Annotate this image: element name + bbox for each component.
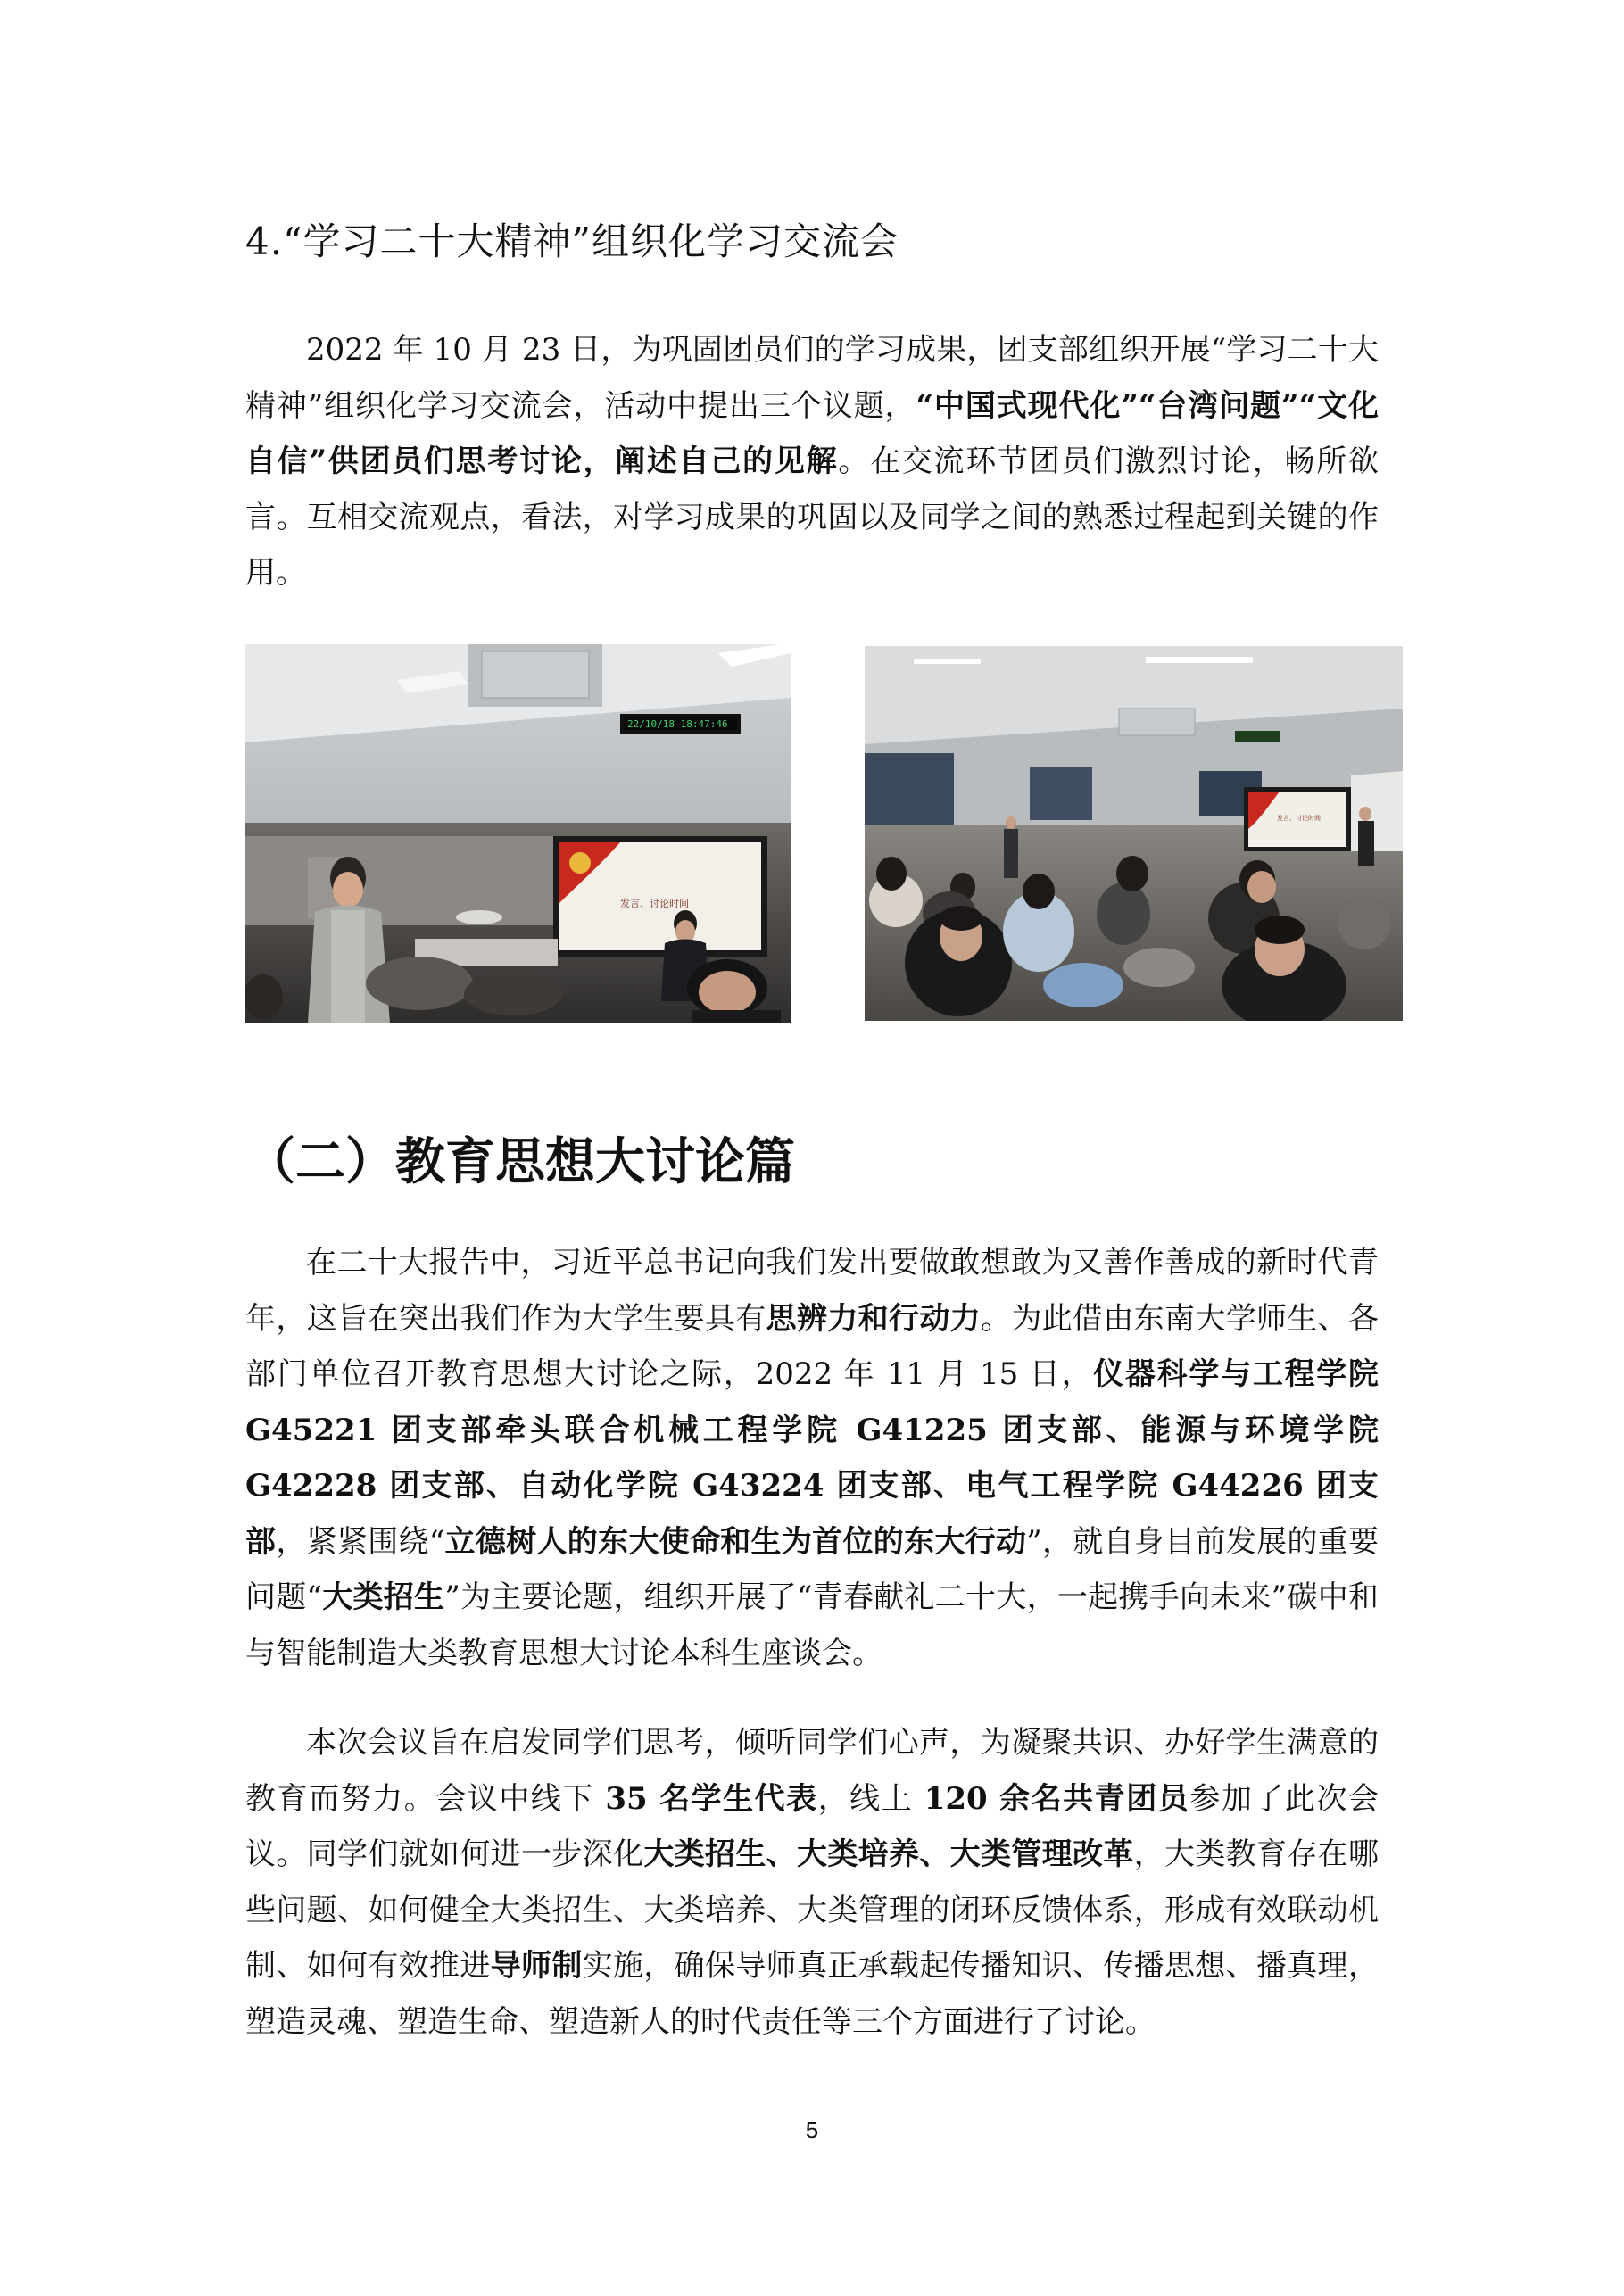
section-heading: 4.“学习二十大精神”组织化学习交流会	[245, 220, 899, 263]
clock-display: 22/10/18 18:47:46	[627, 718, 728, 730]
photo-classroom-audience	[865, 646, 1403, 1021]
bold-run: 思辨力和行动力	[766, 1300, 982, 1337]
bold-run: 35 名学生代表	[605, 1780, 818, 1817]
text-run: 。在交流环节团员们激烈讨论，畅所欲言。互相交流观点，看法，对学习成果的巩固以及同学之间的熟悉过程起到关键的作用。	[245, 443, 1380, 591]
paragraph-study-meeting	[245, 322, 1379, 601]
page-number: 5	[805, 2117, 819, 2143]
bold-run: 仪器科学与工程学院 G45221 团支部牵头联合机械工程学院 G41225 团支部、能源与环境学院 G42228 团支部、自动化学院 G43224 团支部、电气工程学院 G44226 团支部	[245, 1356, 1379, 1560]
screen-caption: 发言、讨论时间	[620, 898, 689, 909]
screen-caption: 发言、讨论时间	[1277, 815, 1321, 822]
major-heading: （二）教育思想大讨论篇	[245, 1133, 795, 1191]
paragraph-meeting	[245, 1715, 1379, 2050]
photo-classroom-speaker	[245, 644, 791, 1023]
text-run: 。为此借由东南大学师生、各部门单位召开教育思想大讨论之际，2022 年 11 月 15 日，	[245, 1300, 1380, 1392]
bold-run: 大类招生、大类培养、大类管理改革	[643, 1836, 1134, 1872]
text-run: ，大类教育存在哪些问题、如何健全大类招生、大类培养、大类管理的闭环反馈体系，形成有效联动机制、如何有效推进	[245, 1836, 1380, 1984]
bold-run: 大类招生	[321, 1579, 445, 1615]
text-run: ”为主要论题，组织开展了“青春献礼二十大，一起携手向未来”碳中和与智能制造大类教育思想大讨论本科生座谈会。	[245, 1579, 1379, 1671]
text-run: 在二十大报告中，习近平总书记向我们发出要做敢想敢为又善作善成的新时代青年，这旨在突出我们作为大学生要具有	[245, 1245, 1379, 1337]
paragraph-report	[245, 1235, 1379, 1681]
text-run: 本次会议旨在启发同学们思考，倾听同学们心声，为凝聚共识、办好学生满意的教育而努力。会议中线下	[245, 1725, 1379, 1817]
text-run: ”，就自身目前发展的重要问题“	[245, 1523, 1380, 1615]
text-run: 实施，确保导师真正承载起传播知识、传播思想、播真理，塑造灵魂、塑造生命、塑造新人的时代责任等三个方面进行了讨论。	[245, 1948, 1380, 2040]
bold-run: 立德树人的东大使命和生为首位的东大行动	[444, 1523, 1027, 1560]
bold-run: 120 余名共青团员	[924, 1780, 1190, 1817]
text-run: ，紧紧围绕“	[276, 1523, 445, 1560]
bold-run: “中国式现代化”“台湾问题”“文化自信”供团员们思考讨论，阐述自己的见解	[245, 387, 1379, 479]
text-run: 2022 年 10 月 23 日，为巩固团员们的学习成果，团支部组织开展“学习二十大精神”组织化学习交流会，活动中提出三个议题，	[245, 332, 1379, 424]
text-run: ，线上	[817, 1780, 924, 1817]
text-run: 参加了此次会议。同学们就如何进一步深化	[245, 1780, 1380, 1872]
bold-run: 导师制	[490, 1948, 583, 1984]
